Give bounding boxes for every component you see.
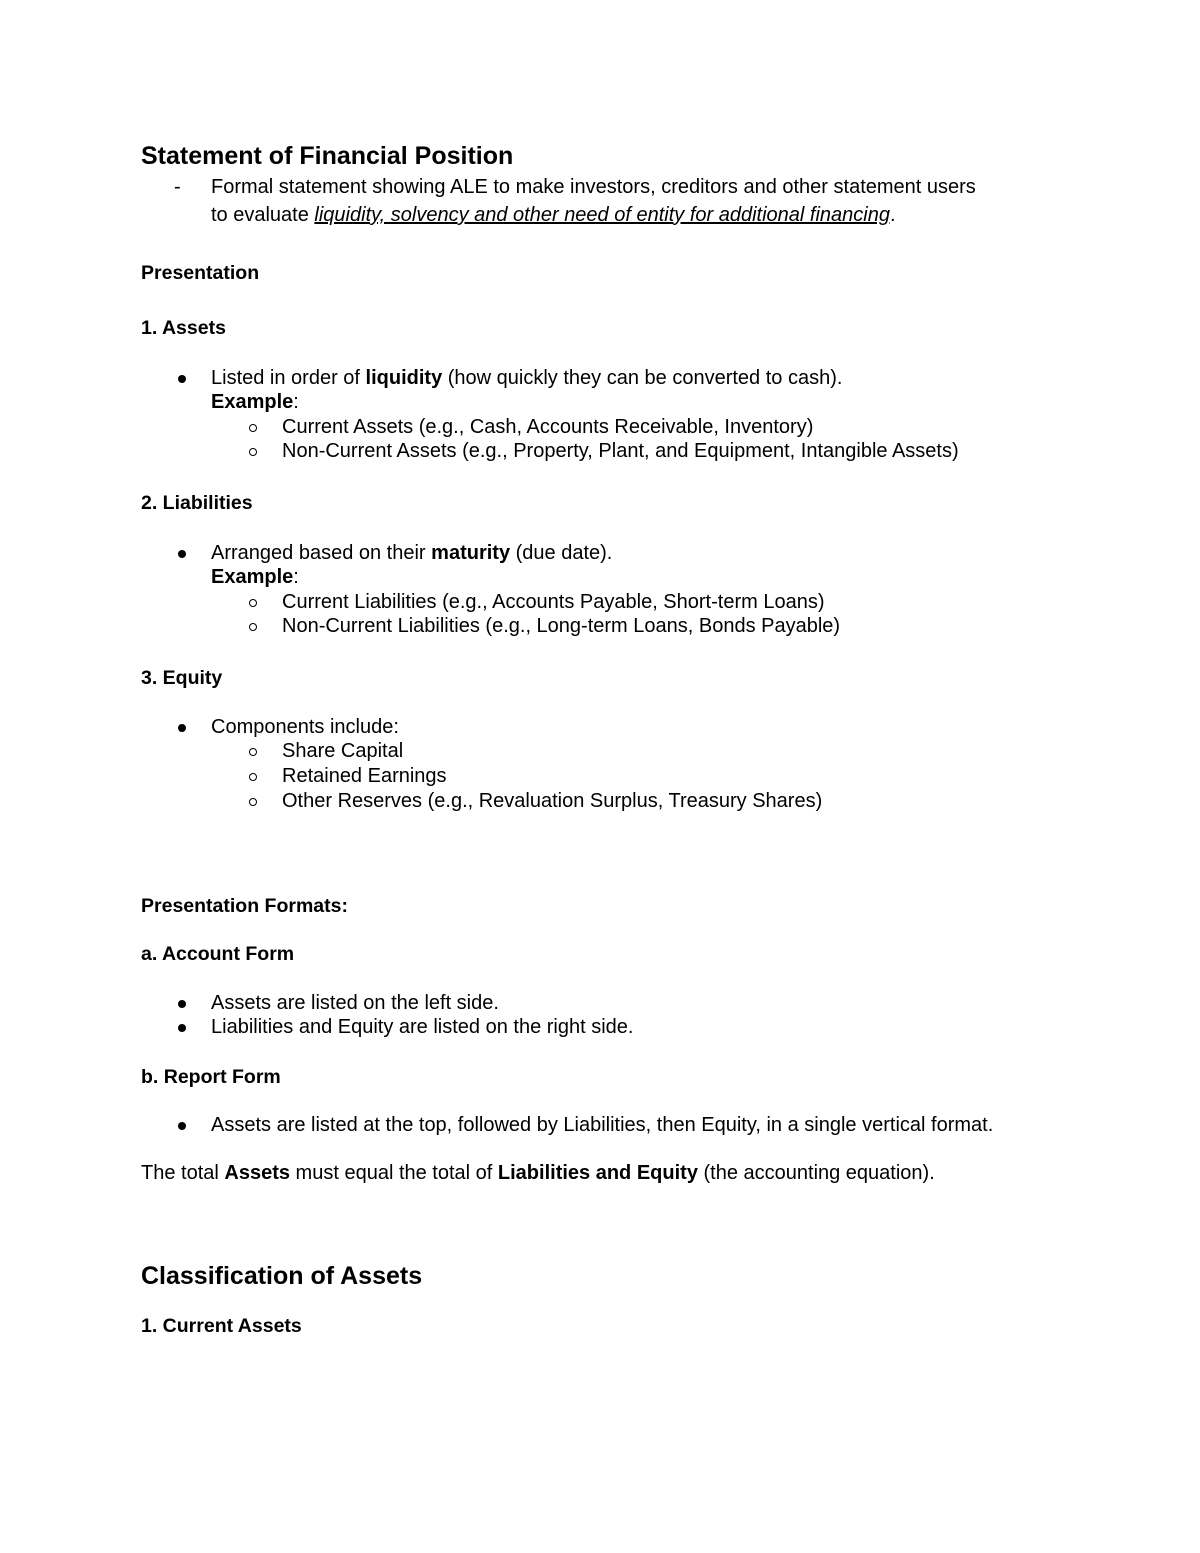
classification-title: Classification of Assets [141,1262,423,1290]
bullet-icon [178,375,186,383]
liabilities-sub-item: Current Liabilities (e.g., Accounts Payable, Short-term Loans) [282,591,825,613]
liabilities-example [211,565,299,590]
assets-bullet-pre: Listed in order of [211,367,366,389]
account-form-bullet: Liabilities and Equity are listed on the right side. [211,1016,634,1038]
assets-example [211,390,299,415]
intro-line-1: Formal statement showing ALE to make investors, creditors and other statement users [211,176,976,198]
equity-sub-item: Other Reserves (e.g., Revaluation Surplus, Treasury Shares) [282,790,823,812]
equity-sub-item: Retained Earnings [282,765,447,787]
bullet-icon [178,1000,186,1008]
example-colon: : [293,391,299,413]
assets-bullet-bold: liquidity [365,367,443,389]
liabilities-heading: 2. Liabilities [141,492,253,514]
assets-heading: 1. Assets [141,317,226,339]
account-form-heading: a. Account Form [141,943,295,965]
example-label: Example [211,566,294,588]
example-colon: : [293,566,299,588]
liabilities-bullet-bold: maturity [431,542,511,564]
assets-bullet-post: (how quickly they can be converted to cash). [442,367,843,389]
report-form-bullet: Assets are listed at the top, followed by Liabilities, then Equity, in a single vertical format. [211,1114,994,1136]
equation-mid: must equal the total of [290,1162,498,1184]
circle-bullet-icon [249,798,257,806]
circle-bullet-icon [249,448,257,456]
page-title: Statement of Financial Position [141,142,514,170]
bullet-icon [178,724,186,732]
liabilities-bullet [211,541,612,566]
liabilities-bullet-post: (due date). [510,542,613,564]
circle-bullet-icon [249,599,257,607]
equation-post: (the accounting equation). [697,1162,935,1184]
circle-bullet-icon [249,773,257,781]
intro-emphasis: liquidity, solvency and other need of entity for additional financing [314,204,890,226]
assets-sub-item: Non-Current Assets (e.g., Property, Plant, and Equipment, Intangible Assets) [282,440,959,462]
circle-bullet-icon [249,748,257,756]
liabilities-bullet-pre: Arranged based on their [211,542,432,564]
equation-assets: Assets [224,1162,290,1184]
dash-marker: - [174,176,181,198]
formats-heading: Presentation Formats: [141,895,348,917]
circle-bullet-icon [249,424,257,432]
bullet-icon [178,1024,186,1032]
accounting-equation [141,1161,935,1186]
intro-suffix: . [889,204,896,226]
current-assets-heading: 1. Current Assets [141,1315,302,1337]
intro-line-2 [211,203,896,228]
example-label: Example [211,391,294,413]
equity-sub-item: Share Capital [282,740,404,762]
equity-bullet: Components include: [211,716,399,738]
equation-pre: The total [141,1162,225,1184]
circle-bullet-icon [249,623,257,631]
account-form-bullet: Assets are listed on the left side. [211,992,499,1014]
equation-liabilities-equity: Liabilities and Equity [497,1162,698,1184]
bullet-icon [178,550,186,558]
report-form-heading: b. Report Form [141,1066,281,1088]
intro-prefix: to evaluate [211,204,315,226]
presentation-heading: Presentation [141,262,260,284]
liabilities-sub-item: Non-Current Liabilities (e.g., Long-term Loans, Bonds Payable) [282,615,841,637]
assets-sub-item: Current Assets (e.g., Cash, Accounts Receivable, Inventory) [282,416,814,438]
bullet-icon [178,1122,186,1130]
equity-heading: 3. Equity [141,667,223,689]
assets-bullet [211,366,842,391]
